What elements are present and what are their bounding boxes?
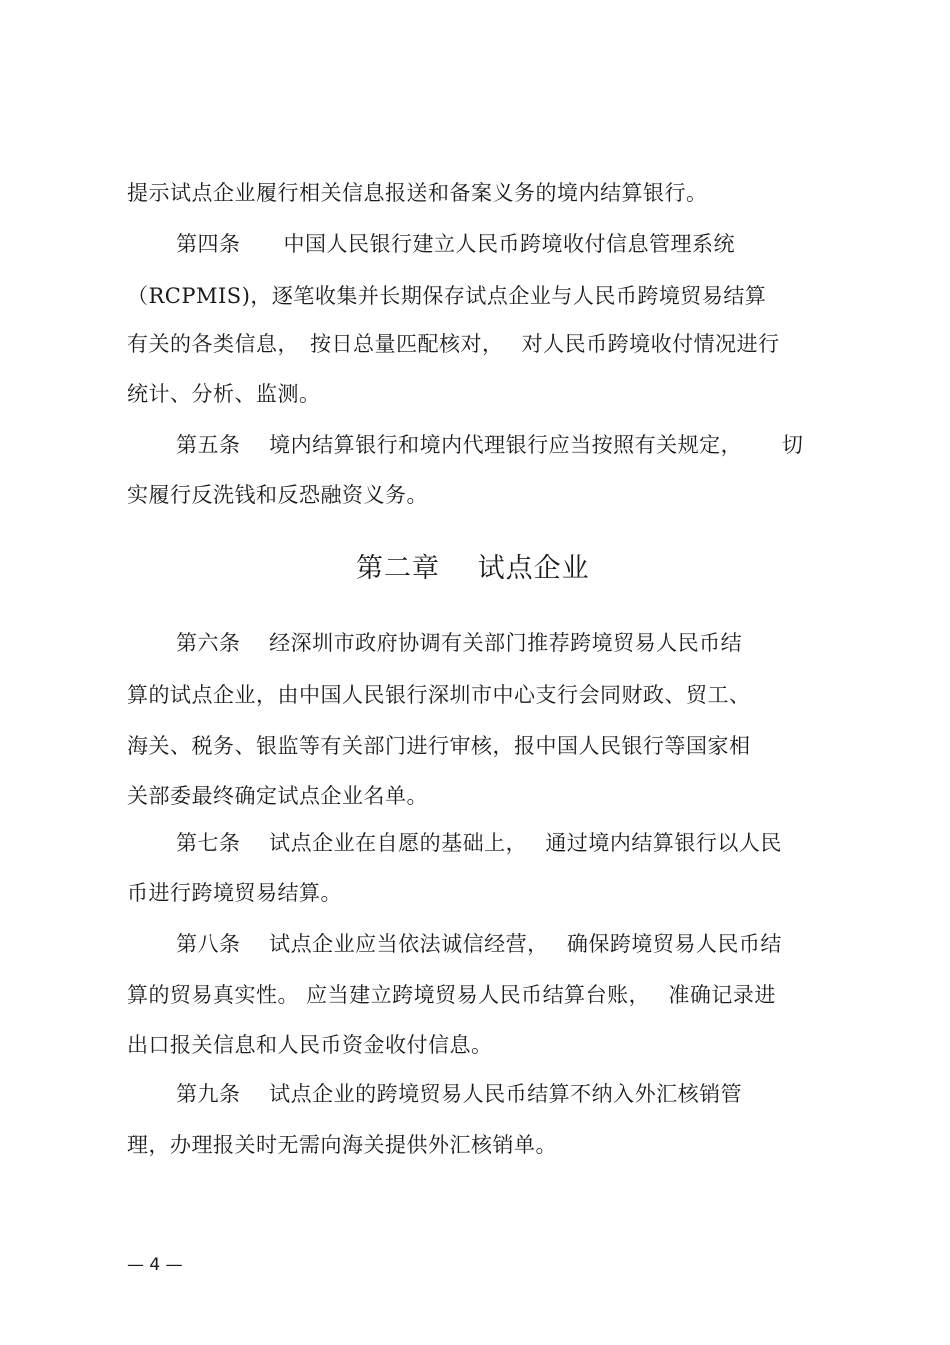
paragraph-line: 理，办理报关时无需向海关提供外汇核销单。 [127, 1133, 557, 1157]
paragraph-line: 第九条 试点企业的跨境贸易人民币结算不纳入外汇核销管 [176, 1082, 743, 1106]
paragraph-line: 提示试点企业履行相关信息报送和备案义务的境内结算银行。 [127, 181, 708, 205]
paragraph-line: （RCPMIS)，逐笔收集并长期保存试点企业与人民币跨境贸易结算 [127, 284, 767, 308]
chapter-heading: 第二章 试点企业 [356, 553, 590, 584]
paragraph-line: 第四条 中国人民银行建立人民币跨境收付信息管理系统 [176, 232, 735, 256]
paragraph-line: 第五条 境内结算银行和境内代理银行应当按照有关规定， 切 [176, 433, 804, 457]
paragraph-line: 关部委最终确定试点企业名单。 [127, 784, 428, 808]
page-number: — 4 — [127, 1255, 183, 1275]
paragraph-line: 第七条 试点企业在自愿的基础上， 通过境内结算银行以人民 [176, 831, 782, 855]
paragraph-line: 出口报关信息和人民币资金收付信息。 [127, 1033, 493, 1057]
paragraph-line: 算的试点企业，由中国人民银行深圳市中心支行会同财政、贸工、 [127, 683, 751, 707]
paragraph-line: 第八条 试点企业应当依法诚信经营， 确保跨境贸易人民币结 [176, 932, 782, 956]
paragraph-line: 币进行跨境贸易结算。 [127, 881, 342, 905]
paragraph-line: 海关、税务、银监等有关部门进行审核，报中国人民银行等国家相 [127, 734, 751, 758]
paragraph-line: 第六条 经深圳市政府协调有关部门推荐跨境贸易人民币结 [176, 631, 743, 655]
paragraph-line: 统计、分析、监测。 [127, 382, 321, 406]
paragraph-line: 实履行反洗钱和反恐融资义务。 [127, 483, 428, 507]
paragraph-line: 有关的各类信息， 按日总量匹配核对， 对人民币跨境收付情况进行 [127, 332, 780, 356]
paragraph-line: 算的贸易真实性。 应当建立跨境贸易人民币结算台账， 准确记录进 [127, 983, 776, 1007]
